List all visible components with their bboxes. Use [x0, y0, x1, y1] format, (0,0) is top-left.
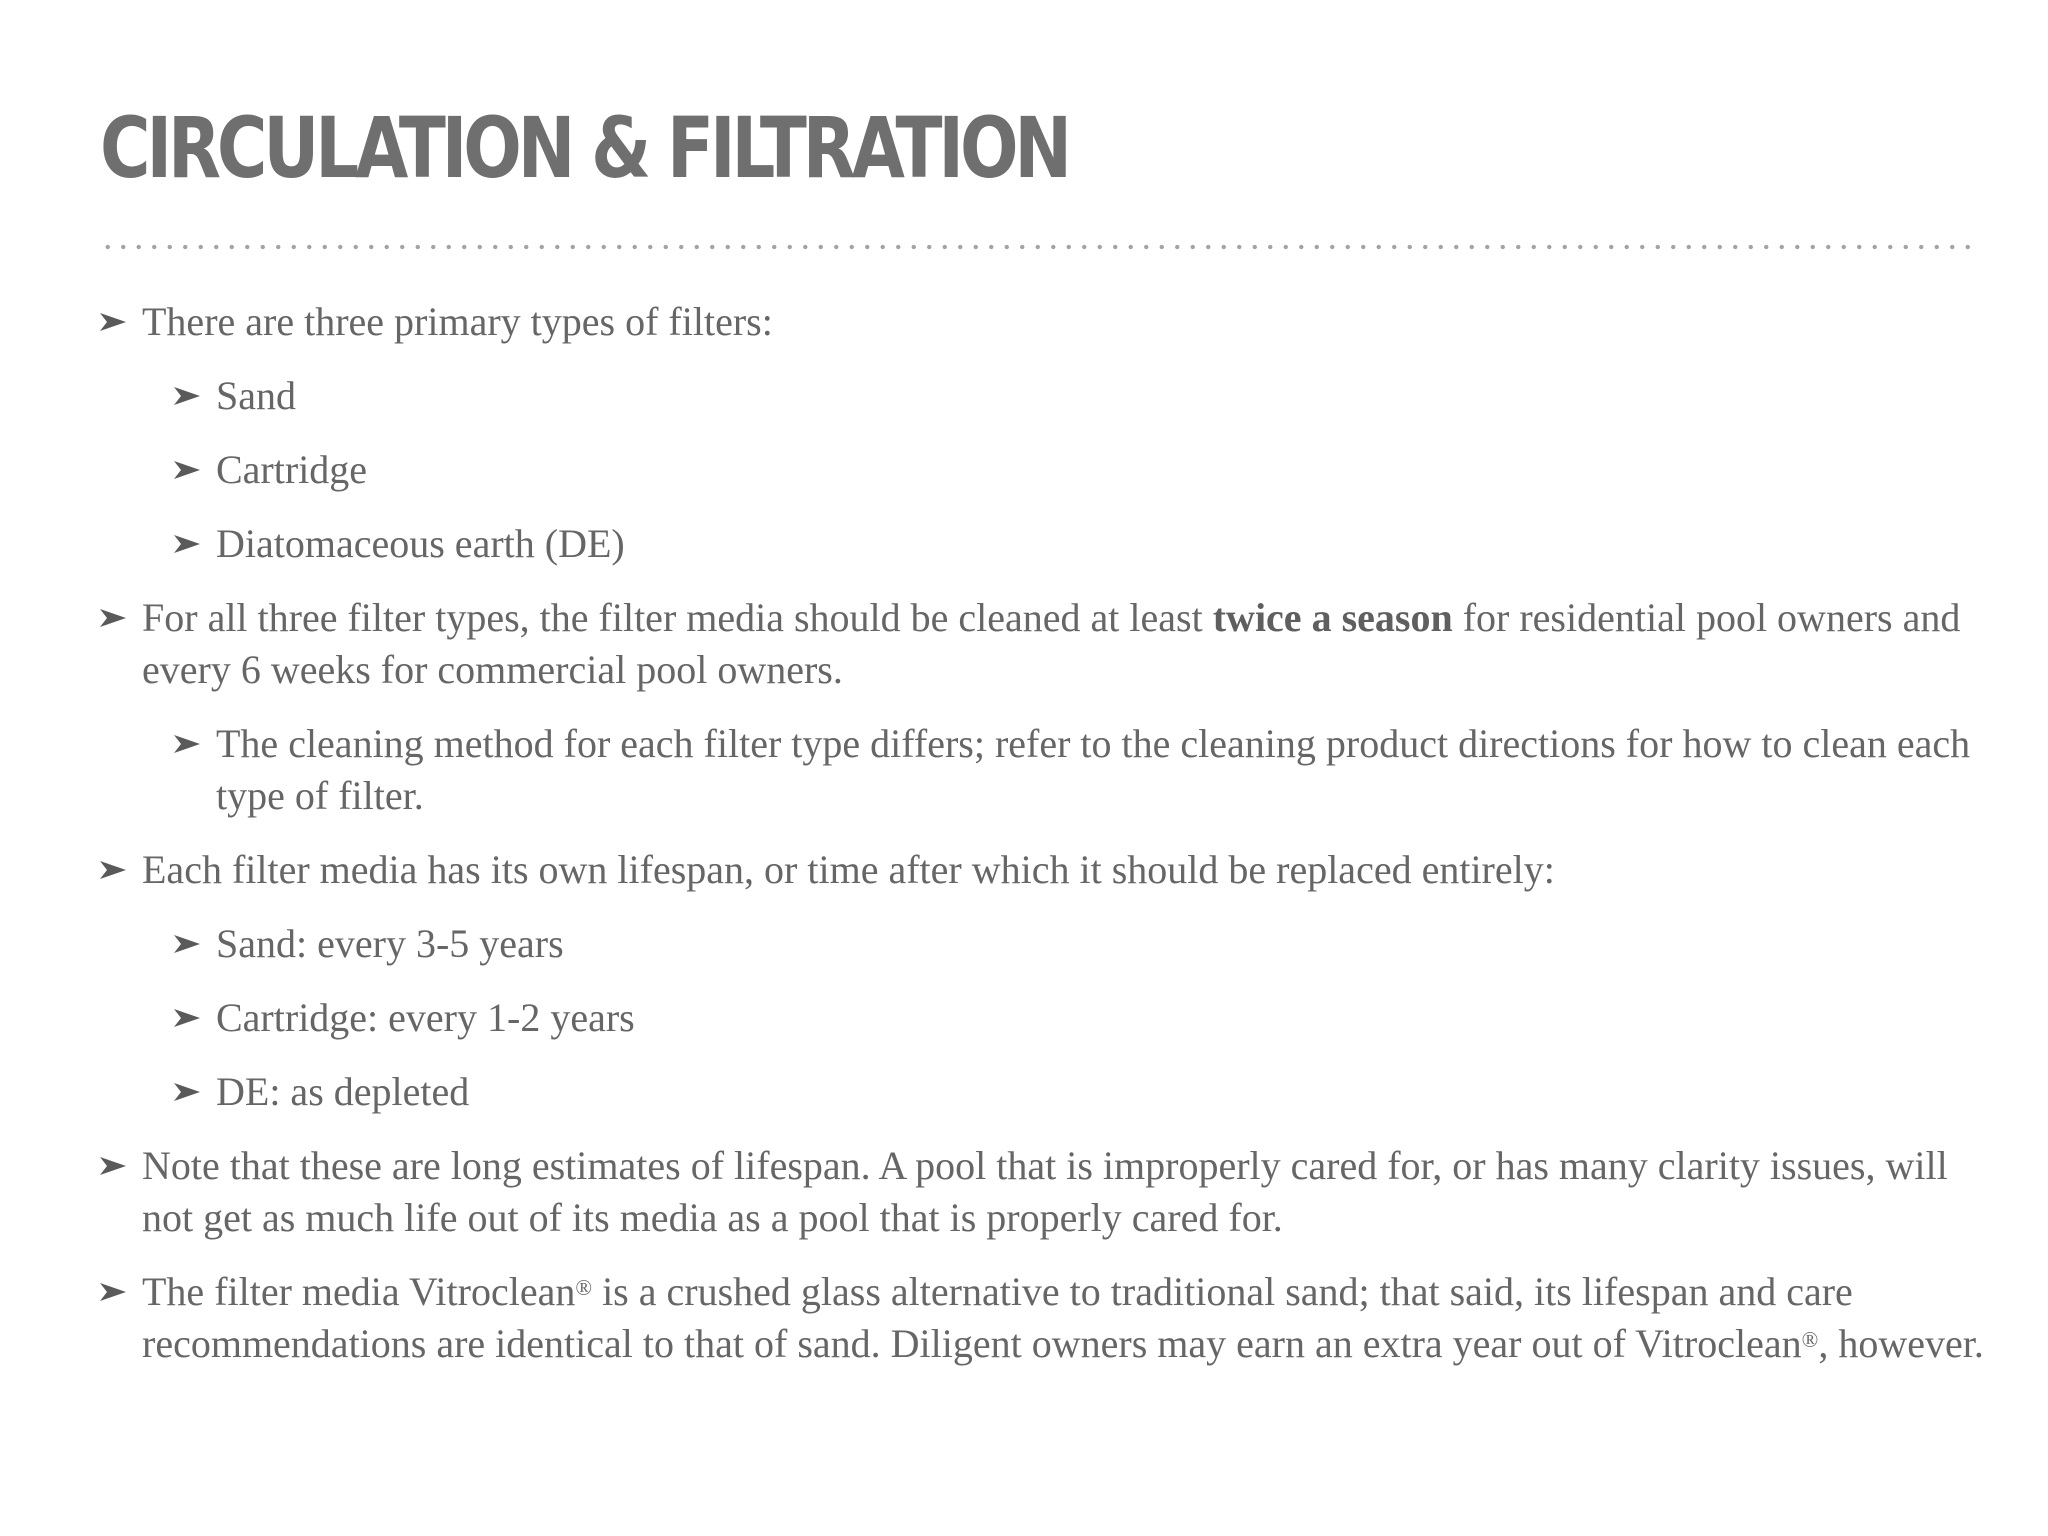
vitroclean-text-1: The filter media Vitroclean: [142, 1269, 576, 1314]
sub-bullet-de-lifespan: [100, 1066, 1990, 1118]
registered-mark: ®: [575, 1275, 593, 1301]
slide-title: CIRCULATION & FILTRATION: [100, 99, 1068, 197]
arrowhead-bullet-icon: [100, 1140, 130, 1192]
arrowhead-bullet-icon: [100, 592, 130, 644]
sub-bullet-sand: [100, 370, 1990, 422]
sub-bullet-sand-lifespan: [100, 918, 1990, 970]
sub-bullet-text: Diatomaceous earth (DE): [216, 521, 625, 566]
sub-bullet-text: Cartridge: [216, 447, 368, 492]
bold-emphasis: twice a season: [1212, 595, 1453, 640]
vitroclean-text-3: , however.: [1818, 1321, 1984, 1366]
sub-bullet-text: Sand: every 3-5 years: [216, 921, 564, 966]
arrowhead-bullet-icon: [100, 844, 130, 896]
arrowhead-bullet-icon: [174, 718, 204, 770]
arrowhead-bullet-icon: [100, 296, 130, 348]
sub-bullet-de: [100, 518, 1990, 570]
sub-bullet-text: Cartridge: every 1-2 years: [216, 995, 635, 1040]
bullet-text-end: for residential pool owners and every 6 weeks for commercial pool owners.: [142, 595, 1961, 692]
bullet-filter-types: [100, 296, 1990, 348]
arrowhead-bullet-icon: [174, 918, 204, 970]
sub-bullet-cartridge: [100, 444, 1990, 496]
bullet-cleaning-frequency: [100, 592, 1990, 696]
bullet-lifespan: [100, 844, 1990, 896]
sub-bullet-text: Sand: [216, 373, 296, 418]
bullet-text: [142, 1266, 1990, 1370]
sub-bullet-text: DE: as depleted: [216, 1069, 470, 1114]
registered-mark: ®: [1801, 1327, 1819, 1353]
sub-bullet-cartridge-lifespan: [100, 992, 1990, 1044]
bullet-text: Each filter media has its own lifespan, or time after which it should be replaced entirely:: [142, 847, 1555, 892]
bullet-vitroclean: [100, 1266, 1990, 1370]
bullet-text: There are three primary types of filters:: [142, 299, 773, 344]
arrowhead-bullet-icon: [174, 370, 204, 422]
slide-body: [100, 296, 1990, 1370]
sub-bullet-text: The cleaning method for each filter type differs; refer to the cleaning product directions for how to clean each type of filter.: [216, 721, 1971, 818]
bullet-text-start: For all three filter types, the filter media should be cleaned at least: [142, 595, 1213, 640]
bullet-text: [142, 592, 1990, 696]
sub-bullet-cleaning-method: [100, 718, 1990, 822]
bullet-estimate-note: [100, 1140, 1990, 1244]
title-divider: [100, 244, 1970, 250]
vitroclean-text-2: is a crushed glass alternative to traditional sand; that said, its lifespan and care recommendations are identical to that of sand. Diligent owners may earn an extra year out of Vitroclean: [142, 1269, 1853, 1366]
arrowhead-bullet-icon: [174, 518, 204, 570]
arrowhead-bullet-icon: [100, 1266, 130, 1318]
arrowhead-bullet-icon: [174, 444, 204, 496]
arrowhead-bullet-icon: [174, 1066, 204, 1118]
bullet-text: Note that these are long estimates of lifespan. A pool that is improperly cared for, or has many clarity issues, will not get as much life out of its media as a pool that is properly cared for.: [142, 1143, 1948, 1240]
arrowhead-bullet-icon: [174, 992, 204, 1044]
